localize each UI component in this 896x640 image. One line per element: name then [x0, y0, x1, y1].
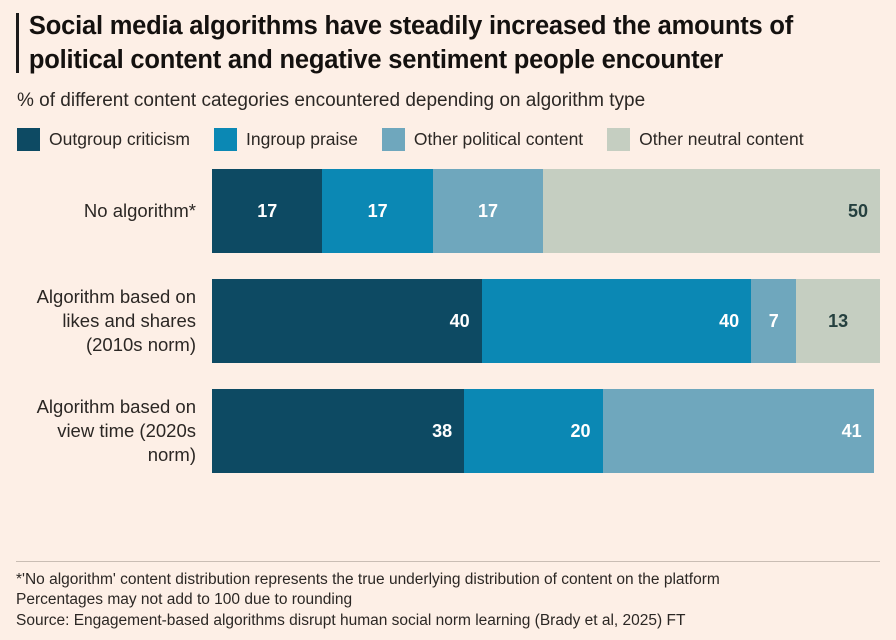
bar-value-label: 40 — [449, 310, 470, 331]
stacked-bar-chart — [16, 169, 880, 473]
legend-item[interactable] — [382, 128, 583, 151]
chart-footnotes — [16, 561, 880, 632]
bar-segment[interactable] — [464, 389, 602, 473]
legend-item[interactable] — [607, 128, 803, 151]
row-bars — [212, 169, 880, 253]
row-label: No algorithm* — [83, 200, 196, 222]
source-line: Source: Engagement-based algorithms disrupt human social norm learning (Brady et al, 2025) FT — [16, 612, 686, 630]
legend-label: Ingroup praise — [246, 129, 358, 149]
bar-value-label: 38 — [432, 420, 453, 441]
bar-segment[interactable] — [796, 279, 880, 363]
bar-value-label: 40 — [719, 310, 740, 331]
bar-spacer — [874, 389, 880, 473]
bar-value-label: 17 — [257, 200, 278, 221]
legend-item[interactable] — [214, 128, 358, 151]
legend-label: Other political content — [413, 129, 584, 149]
footnote-1: *'No algorithm' content distribution represents the true underlying distribution of content on the platform — [16, 570, 720, 588]
bar-segment[interactable] — [212, 279, 482, 363]
row-label: Algorithm based on view time (2020s norm) — [36, 396, 196, 465]
footnote-2: Percentages may not add to 100 due to rounding — [16, 591, 353, 609]
chart-legend — [17, 128, 880, 151]
bar-value-label: 17 — [367, 200, 388, 221]
bar-value-label: 7 — [768, 310, 779, 331]
bar-value-label: 13 — [828, 310, 849, 331]
chart-row — [16, 389, 880, 473]
bar-value-label: 20 — [570, 420, 591, 441]
row-label: Algorithm based on likes and shares (2010s norm) — [36, 286, 196, 355]
title-rule — [16, 13, 19, 73]
row-bars — [212, 389, 880, 473]
bar-value-label: 17 — [478, 200, 499, 221]
bar-segment[interactable] — [543, 169, 880, 253]
bar-segment[interactable] — [433, 169, 543, 253]
row-bars — [212, 279, 880, 363]
legend-label: Outgroup criticism — [49, 129, 191, 149]
bar-segment[interactable] — [322, 169, 432, 253]
bar-segment[interactable] — [212, 389, 464, 473]
page-title: Social media algorithms have steadily increased the amounts of political content and negative sentiment people encounter — [28, 12, 794, 74]
chart-row — [16, 279, 880, 363]
bar-segment[interactable] — [482, 279, 752, 363]
bar-segment[interactable] — [212, 169, 322, 253]
title-block — [16, 0, 880, 77]
legend-swatch-icon — [607, 128, 630, 151]
bar-segment[interactable] — [751, 279, 796, 363]
chart-row — [16, 169, 880, 253]
bar-value-label: 41 — [841, 420, 862, 441]
chart-subtitle: % of different content categories encountered depending on algorithm type — [17, 90, 646, 112]
legend-label: Other neutral content — [639, 129, 804, 149]
legend-swatch-icon — [382, 128, 405, 151]
legend-item[interactable] — [17, 128, 190, 151]
bar-segment[interactable] — [603, 389, 874, 473]
bar-value-label: 50 — [847, 200, 869, 221]
legend-swatch-icon — [214, 128, 237, 151]
legend-swatch-icon — [17, 128, 40, 151]
